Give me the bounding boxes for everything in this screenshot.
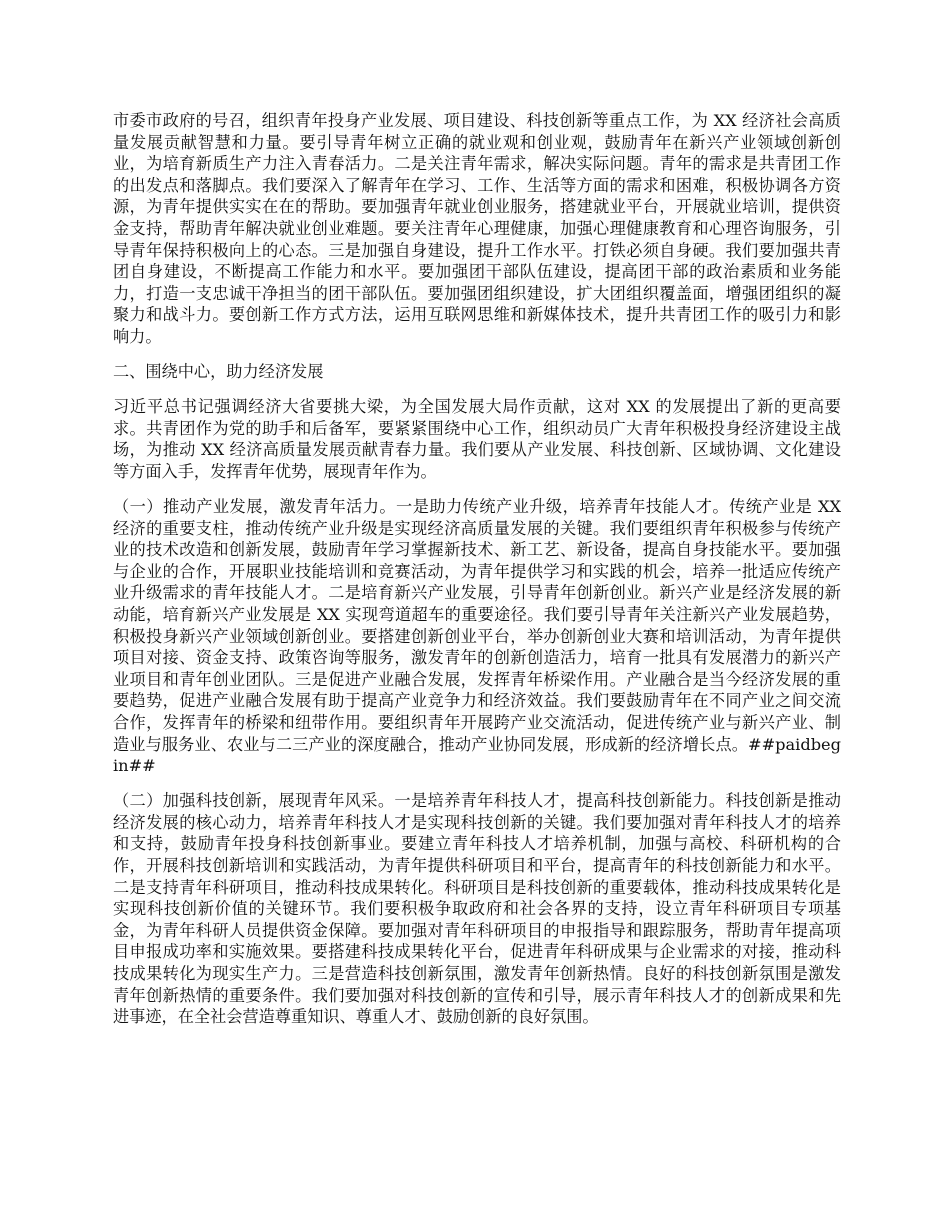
paragraph-section-intro: 习近平总书记强调经济大省要挑大梁，为全国发展大局作贡献，这对 XX 的发展提出了新的更高要求。共青团作为党的助手和后备军，要紧紧围绕中心工作，组织动员广大青年积极投身经济建设主战场，为推动 XX 经济高质量发展贡献青春力量。我们要从产业发展、科技创新、区域协调、文化建设等方面入手，发挥青年优势，展现青年作为。	[113, 397, 841, 481]
paragraph-continuation: 市委市政府的号召，组织青年投身产业发展、项目建设、科技创新等重点工作，为 XX 经济社会高质量发展贡献智慧和力量。要引导青年树立正确的就业观和创业观，鼓励青年在新兴产业领域创新创业，为培育新质生产力注入青春活力。二是关注青年需求，解决实际问题。青年的需求是共青团工作的出发点和落脚点。我们要深入了解青年在学习、工作、生活等方面的需求和困难，积极协调各方资源，为青年提供实实在在的帮助。要加强青年就业创业服务，搭建就业平台，开展就业培训，提供资金支持，帮助青年解决就业创业难题。要关注青年心理健康，加强心理健康教育和心理咨询服务，引导青年保持积极向上的心态。三是加强自身建设，提升工作水平。打铁必须自身硬。我们要加强共青团自身建设，不断提高工作能力和水平。要加强团干部队伍建设，提高团干部的政治素质和业务能力，打造一支忠诚干净担当的团干部队伍。要加强团组织建设，扩大团组织覆盖面，增强团组织的凝聚力和战斗力。要创新工作方式方法，运用互联网思维和新媒体技术，提升共青团工作的吸引力和影响力。	[113, 111, 841, 346]
paragraph-industry-development: （一）推动产业发展，激发青年活力。一是助力传统产业升级，培养青年技能人才。传统产业是 XX 经济的重要支柱，推动传统产业升级是实现经济高质量发展的关键。我们要组织青年积极参与传统产业的技术改造和创新发展，鼓励青年学习掌握新技术、新工艺、新设备，提高自身技能水平。要加强与企业的合作，开展职业技能培训和竞赛活动，为青年提供学习和实践的机会，培养一批适应传统产业升级需求的青年技能人才。二是培育新兴产业发展，引导青年创新创业。新兴产业是经济发展的新动能，培育新兴产业发展是 XX 实现弯道超车的重要途径。我们要引导青年关注新兴产业发展趋势，积极投身新兴产业领域创新创业。要搭建创新创业平台，举办创新创业大赛和培训活动，为青年提供项目对接、资金支持、政策咨询等服务，激发青年的创新创造活力，培育一批具有发展潜力的新兴产业项目和青年创业团队。三是促进产业融合发展，发挥青年桥梁作用。产业融合是当今经济发展的重要趋势，促进产业融合发展有助于提高产业竞争力和经济效益。我们要鼓励青年在不同产业之间交流合作，发挥青年的桥梁和纽带作用。要组织青年开展跨产业交流活动，促进传统产业与新兴产业、制造业与服务业、农业与二三产业的深度融合，推动产业协同发展，形成新的经济增长点。##paidbegin##	[113, 497, 841, 776]
section-heading: 二、围绕中心，助力经济发展	[113, 362, 324, 382]
document-page	[113, 110, 841, 1041]
paragraph-tech-innovation: （二）加强科技创新，展现青年风采。一是培养青年科技人才，提高科技创新能力。科技创新是推动经济发展的核心动力，培养青年科技人才是实现科技创新的关键。我们要加强对青年科技人才的培养和支持，鼓励青年投身科技创新事业。要建立青年科技人才培养机制，加强与高校、科研机构的合作，开展科技创新培训和实践活动，为青年提供科研项目和平台，提高青年的科技创新能力和水平。二是支持青年科研项目，推动科技成果转化。科研项目是科技创新的重要载体，推动科技成果转化是实现科技创新价值的关键环节。我们要积极争取政府和社会各界的支持，设立青年科研项目专项基金，为青年科研人员提供资金保障。要加强对青年科研项目的申报指导和跟踪服务，帮助青年提高项目申报成功率和实施效果。要搭建科技成果转化平台，促进青年科研成果与企业需求的对接，推动科技成果转化为现实生产力。三是营造科技创新氛围，激发青年创新热情。良好的科技创新氛围是激发青年创新热情的重要条件。我们要加强对科技创新的宣传和引导，展示青年科技人才的创新成果和先进事迹，在全社会营造尊重知识、尊重人才、鼓励创新的良好氛围。	[113, 791, 841, 1027]
